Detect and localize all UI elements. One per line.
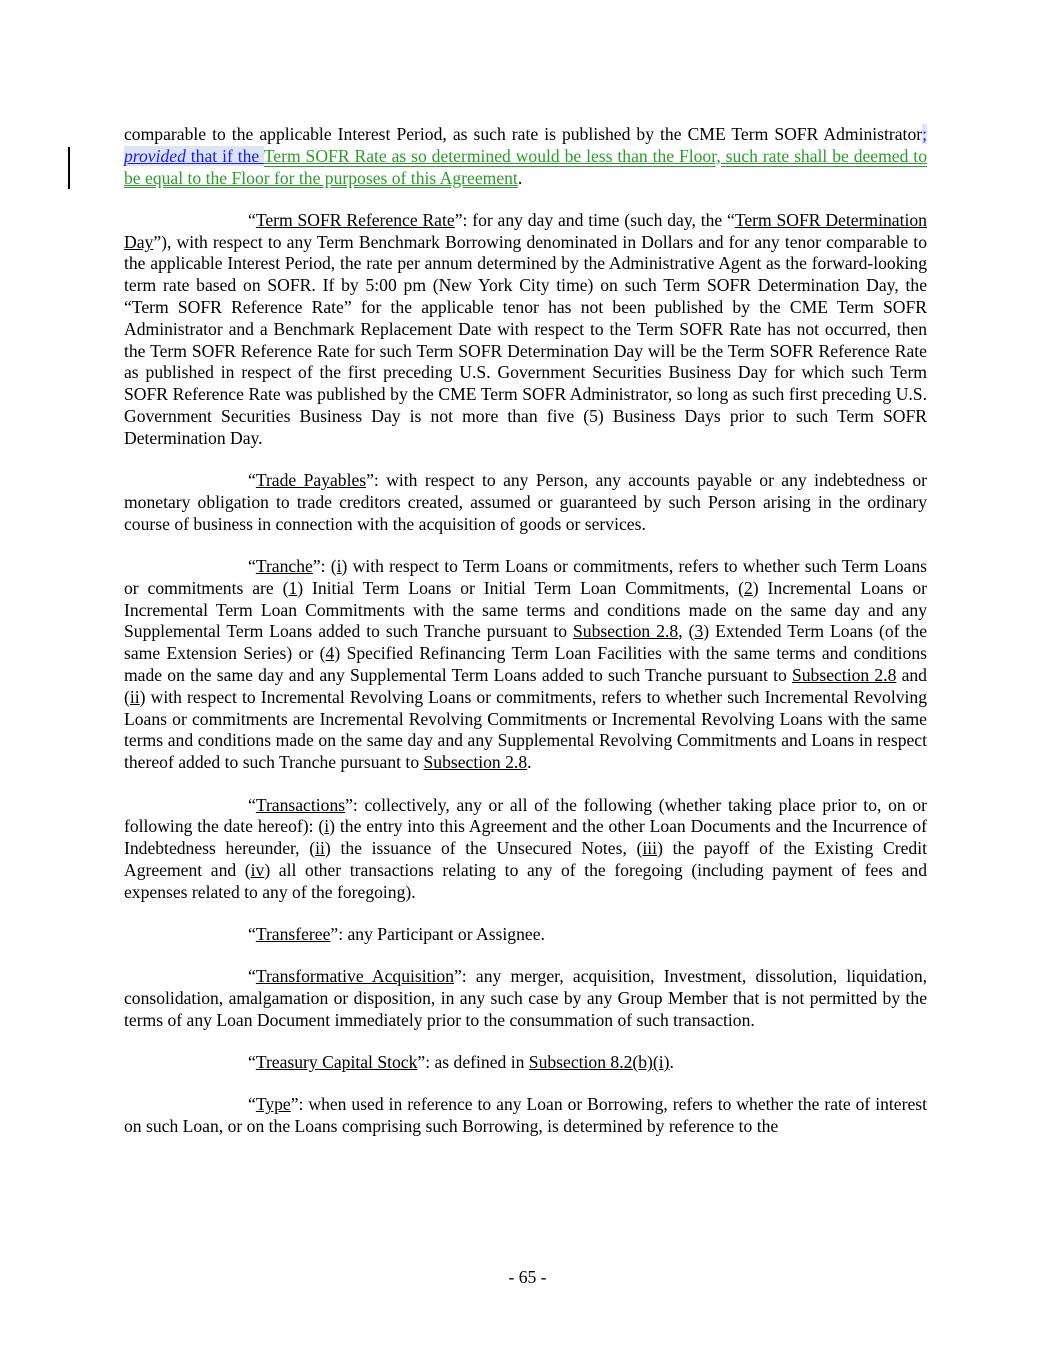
text-run: and (	[124, 665, 927, 707]
text-run: comparable to the applicable Interest Period, as such rate is published by the CME Term SOFR Administrator	[124, 124, 923, 144]
document-body	[124, 124, 927, 1159]
paragraph-p2	[124, 210, 927, 450]
revision-change-bar	[68, 147, 70, 189]
text-run-u: Subsection 8.2(b)(i)	[528, 1052, 670, 1073]
text-run-u: ii	[315, 838, 325, 859]
text-run: ”: any Participant or Assignee.	[330, 924, 545, 944]
text-run: “	[248, 556, 256, 577]
text-run-u: Treasury Capital Stock	[255, 1052, 418, 1073]
text-run: ”: (	[312, 556, 337, 577]
text-run: , (	[678, 621, 695, 642]
page-number: - 65 -	[508, 1267, 547, 1287]
text-run-u: i	[336, 556, 342, 577]
text-run: ”: any merger, acquisition, Investment, dissolution, liquidation, consolidation, amalgamation or disposition, in any such case by any Group Member that is not permitted by the terms of any Loan Document immediately prior to the consummation of such transaction.	[124, 966, 928, 1030]
text-run: ”: as defined in	[417, 1052, 529, 1073]
text-run: ”), with respect to any Term Benchmark Borrowing denominated in Dollars and for any tenor comparable to the applicable Interest Period, the rate per annum determined by the Administrative Agent as the forward-looking term rate based on SOFR. If by 5:00 pm (New York City time) on such Term SOFR Determination Day, the “Term SOFR Reference Rate” for the applicable tenor has not been published by the CME Term SOFR Administrator and a Benchmark Replacement Date with respect to the Term SOFR Rate has not occurred, then the Term SOFR Reference Rate for such Term SOFR Determination Day will be the Term SOFR Reference Rate as published in respect of the first preceding U.S. Government Securities Business Day for which such Term SOFR Reference Rate was published by the CME Term SOFR Administrator, so long as such first preceding U.S. Government Securities Business Day is not more than five (5) Business Days prior to such Term SOFR Determination Day.	[124, 231, 927, 448]
text-run-u: ii	[129, 686, 140, 707]
text-run: “	[248, 470, 256, 491]
text-run-ins-blue: that if the	[185, 145, 264, 166]
text-run: .	[527, 752, 532, 773]
text-run: “	[248, 1094, 256, 1115]
text-run: ) all other transactions relating to any of the foregoing (including payment of fees and expenses related to any of the foregoing).	[124, 859, 927, 902]
text-run: “	[248, 794, 256, 815]
text-run-u: 2	[744, 577, 753, 598]
text-run: ”: with respect to any Person, any accounts payable or any indebtedness or monetary obligation to trade creditors created, assumed or guaranteed by such Person arising in the ordinary course of business in connection with the acquisition of goods or services.	[124, 470, 927, 534]
text-run-u: iii	[642, 838, 658, 859]
text-run-ins-green: Term SOFR Rate as so determined would be less than the Floor, such rate shall be deemed to be equal to the Floor for the purposes of this Agreement	[124, 145, 927, 188]
paragraph-p8	[124, 1052, 927, 1074]
paragraph-p4	[124, 556, 927, 774]
text-run: “	[248, 1052, 256, 1073]
paragraph-p1	[124, 124, 927, 189]
text-run-ins-blue-i: provided	[124, 145, 186, 166]
text-run-u: Term SOFR Reference Rate	[255, 209, 455, 230]
text-run: ) Specified Refinancing Term Loan Facilities with the same terms and conditions made on the same day and any Supplemental Term Loans added to such Tranche pursuant to	[124, 643, 927, 686]
text-run-ins-blue: ;	[922, 124, 927, 144]
paragraph-p7	[124, 966, 927, 1031]
text-run: ) Incremental Loans or Incremental Term Loan Commitments with the same terms and conditions made on the same day and any Supplemental Term Loans added to such Tranche pursuant to	[124, 577, 927, 642]
text-run: ”: when used in reference to any Loan or Borrowing, refers to whether the rate of interest on such Loan, or on the Loans comprising such Borrowing, is determined by reference to the	[124, 1094, 927, 1137]
text-run: .	[517, 167, 523, 188]
text-run: ”: for any day and time (such day, the “	[454, 209, 735, 230]
paragraph-p5	[124, 795, 927, 904]
text-run-u: Term SOFR Determination Day	[124, 209, 927, 252]
paragraph-p6	[124, 924, 927, 946]
text-run: ) with respect to Incremental Revolving Loans or commitments, refers to whether such Incremental Revolving Loans or commitments are Incremental Revolving Commitments or Incremental Revolving Loans with the same terms and conditions made on the same day and any Supplemental Revolving Commitments and Loans in respect thereof added to such Tranche pursuant to	[124, 686, 927, 773]
paragraph-p3	[124, 470, 927, 535]
text-run-u: Transferee	[255, 924, 331, 944]
text-run-u: Subsection 2.8	[423, 752, 528, 773]
text-run-u: Subsection 2.8	[791, 665, 897, 686]
text-run-u: i	[324, 816, 330, 837]
text-run: “	[248, 966, 256, 987]
text-run: ) Extended Term Loans (of the same Extension Series) or (	[124, 621, 927, 664]
text-run-u: 3	[694, 621, 704, 642]
text-run: ) the entry into this Agreement and the other Loan Documents and the Incurrence of Indebtedness hereunder, (	[124, 816, 927, 859]
text-run-u: Tranche	[255, 556, 313, 577]
text-run-u: Type	[255, 1094, 291, 1115]
text-run-u: 4	[325, 643, 335, 664]
text-run-u: Subsection 2.8	[573, 621, 679, 642]
text-run: ) with respect to Term Loans or commitments, refers to whether such Term Loans or commitments are (	[124, 556, 927, 598]
text-run: “	[248, 209, 256, 230]
text-run-u: Transformative Acquisition	[255, 966, 454, 987]
text-run-u: 1	[288, 577, 298, 598]
text-run-u: Transactions	[255, 794, 346, 815]
text-run-u: iv	[250, 859, 265, 880]
paragraph-p9	[124, 1094, 927, 1138]
text-run-u: Trade Payables	[255, 470, 367, 491]
text-run: ) the payoff of the Existing Credit Agreement and (	[124, 838, 927, 880]
text-run: ”: collectively, any or all of the following (whether taking place prior to, on or following the date hereof): (	[124, 794, 927, 837]
text-run: ) Initial Term Loans or Initial Term Loan Commitments, (	[297, 577, 744, 598]
text-run: ) the issuance of the Unsecured Notes, (	[324, 838, 643, 859]
text-run: “	[248, 924, 256, 944]
text-run: .	[669, 1052, 674, 1073]
